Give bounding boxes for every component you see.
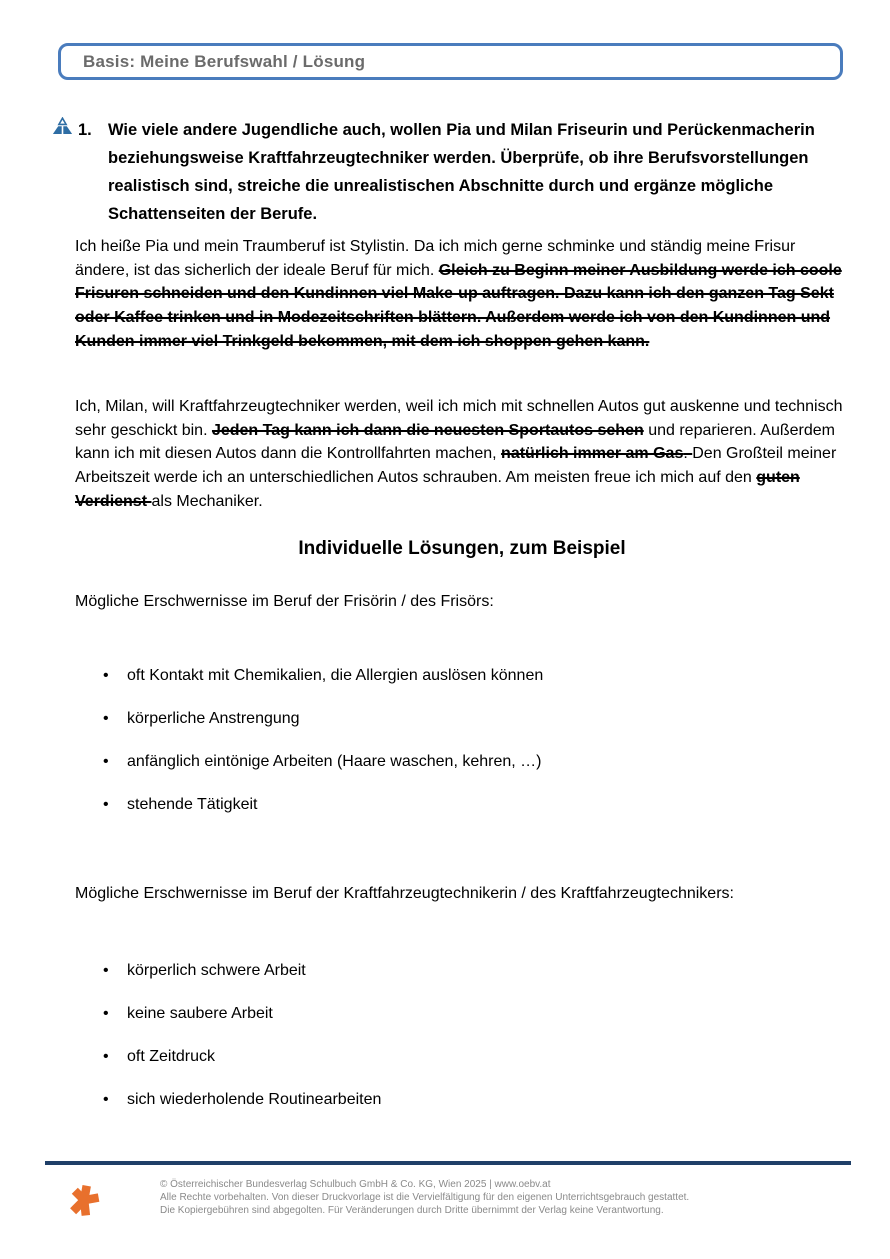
struck-text-segment: natürlich immer am Gas [501, 445, 684, 463]
list-item: • keine saubere Arbeit [75, 1002, 381, 1026]
text-segment: und reparieren. Außerdem kann ich mit diesen Autos dann die Kontrollfahrten machen, [75, 421, 835, 463]
bullet-list-kfz [75, 959, 381, 1131]
text-segment: als Mechaniker. [151, 492, 263, 510]
worksheet-title-box [58, 43, 843, 80]
struck-text-segment: . [683, 445, 693, 463]
text-segment: Den Großteil meiner Arbeitszeit werde ich an unterschiedlichen Autos schrauben. Am meisten freue ich mich auf den [75, 445, 837, 487]
footer-divider [45, 1161, 851, 1165]
text-segment: Ich, Milan, will Kraftfahrzeugtechniker werden, weil ich mich mit schnellen Autos gut auskenne und technisch sehr geschickt bin. [75, 398, 843, 439]
pyramid-basis-level-icon [52, 117, 73, 141]
paragraph-milan [75, 395, 849, 514]
oebv-asterisk-logo [68, 1181, 102, 1226]
copyright-line: Die Kopiergebühren sind abgegolten. Für Veränderungen durch Dritte übernimmt der Verlag keine Verantwortung. [160, 1205, 664, 1216]
list-item: • sich wiederholende Routinearbeiten [75, 1088, 381, 1112]
copyright-text [160, 1178, 820, 1217]
list-item: • anfänglich eintönige Arbeiten (Haare waschen, kehren, …) [75, 750, 543, 774]
exercise-instruction: Wie viele andere Jugendliche auch, wollen Pia und Milan Friseurin und Perückenmacherin beziehungsweise Kraftfahrzeugtechniker werden. Überprüfe, ob ihre Berufsvorstellungen realistisch sind, streiche die unrealistischen Abschnitte durch und ergänze mögliche Schattenseiten der Berufe. [108, 121, 815, 223]
list-item: • stehende Tätigkeit [75, 793, 543, 817]
struck-text-segment: Gleich zu Beginn meiner Ausbildung werde ich coole Frisuren schneiden und den Kundinnen viel Make-up auftragen. Dazu kann ich den ganzen Tag Sekt oder Kaffee trinken und in Modezeitschriften blättern. Außerdem werde ich von den Kundinnen und Kunden immer viel Trinkgeld bekommen, mit dem ich shoppen gehen kann. [75, 261, 842, 350]
struck-text-segment: Jeden Tag kann ich dann die neuesten Sportautos sehen [211, 421, 644, 439]
copyright-line: Alle Rechte vorbehalten. Von dieser Druckvorlage ist die Vervielfältigung für den eigenen Unterrichtsgebrauch gestattet. [160, 1192, 690, 1203]
paragraph-pia [75, 235, 849, 354]
list-item: • körperlich schwere Arbeit [75, 959, 381, 983]
copyright-line: © Österreichischer Bundesverlag Schulbuch GmbH & Co. KG, Wien 2025 | www.oebv.at [160, 1179, 551, 1190]
section-label-kfz: Mögliche Erschwernisse im Beruf der Kraftfahrzeugtechnikerin / des Kraftfahrzeugtechnikers: [75, 885, 734, 902]
section-label-frisoer: Mögliche Erschwernisse im Beruf der Frisörin / des Frisörs: [75, 593, 494, 610]
list-item: • körperliche Anstrengung [75, 707, 543, 731]
exercise-number: 1. [78, 121, 92, 139]
list-item: • oft Zeitdruck [75, 1045, 381, 1069]
list-item: • oft Kontakt mit Chemikalien, die Allergien auslösen können [75, 664, 543, 688]
text-segment: Ich heiße Pia und mein Traumberuf ist Stylistin. Da ich mich gerne schminke und ständig meine Frisur ändere, ist das sicherlich der ideale Beruf für mich. [75, 238, 796, 279]
page-title: Basis: Meine Berufswahl / Lösung [83, 51, 366, 71]
bullet-list-frisoer [75, 664, 543, 836]
solutions-heading: Individuelle Lösungen, zum Beispiel [298, 538, 626, 559]
struck-text-segment: guten Verdienst [75, 469, 800, 510]
